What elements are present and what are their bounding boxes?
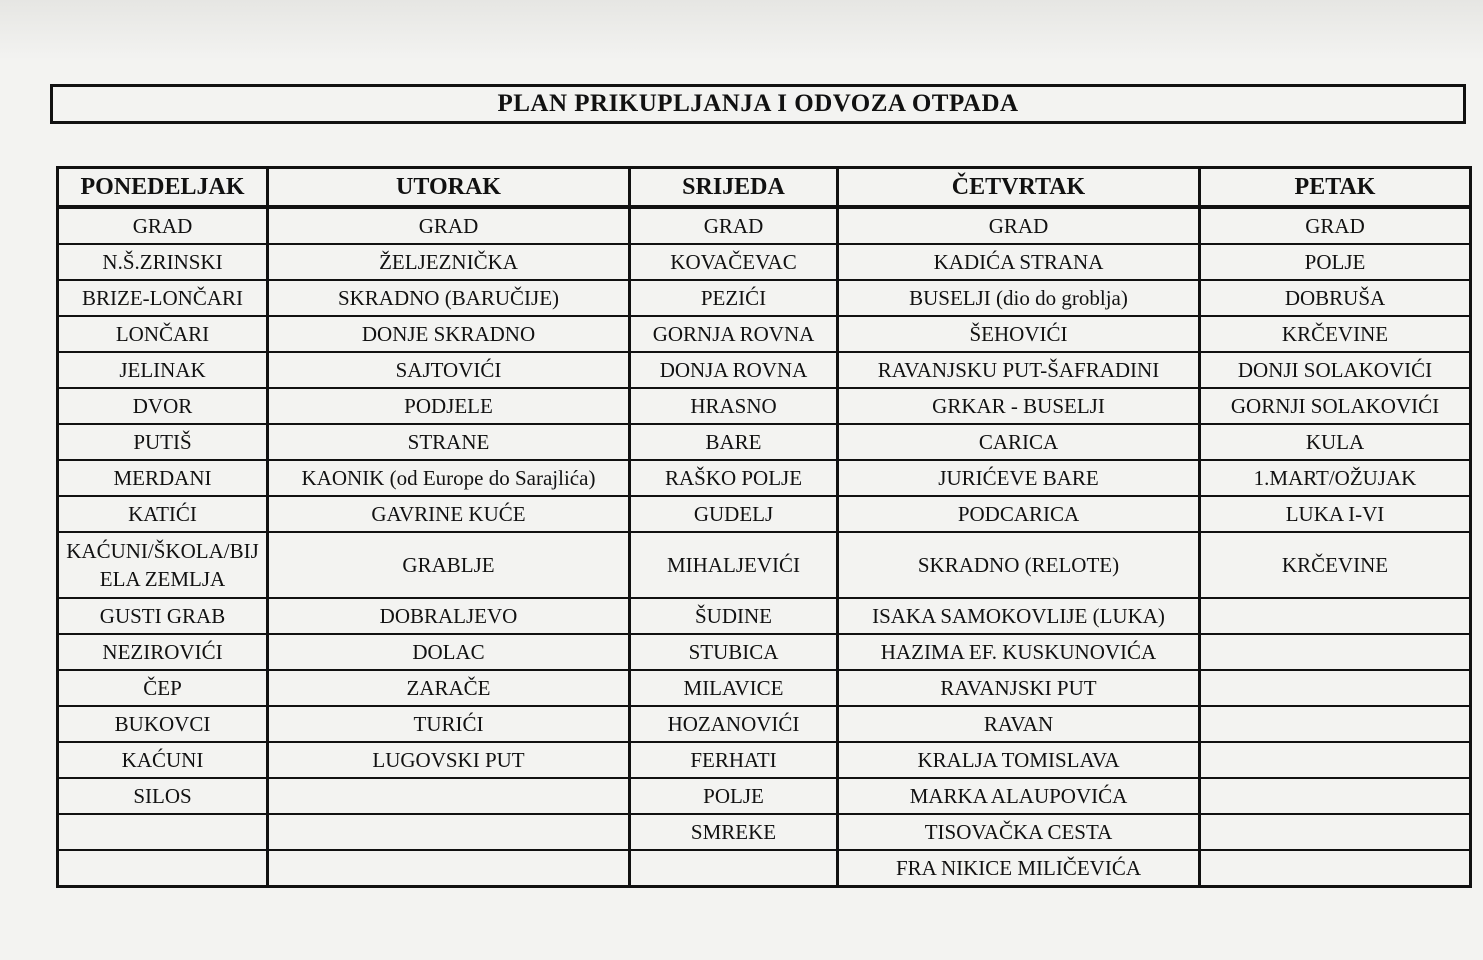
column-header-tuesday: UTORAK bbox=[269, 169, 631, 209]
table-row bbox=[59, 389, 1469, 425]
cell-friday: LUKA I-VI bbox=[1201, 497, 1469, 533]
cell-friday bbox=[1201, 707, 1469, 743]
cell-monday bbox=[59, 851, 269, 885]
cell-thursday: FRA NIKICE MILIČEVIĆA bbox=[839, 851, 1201, 885]
cell-thursday: RAVANJSKI PUT bbox=[839, 671, 1201, 707]
table-row bbox=[59, 209, 1469, 245]
cell-monday: ČEP bbox=[59, 671, 269, 707]
cell-tuesday: GAVRINE KUĆE bbox=[269, 497, 631, 533]
cell-monday: GRAD bbox=[59, 209, 269, 245]
cell-tuesday: ZARAČE bbox=[269, 671, 631, 707]
cell-thursday: HAZIMA EF. KUSKUNOVIĆA bbox=[839, 635, 1201, 671]
page-background bbox=[0, 0, 1483, 60]
cell-wednesday: DONJA ROVNA bbox=[631, 353, 839, 389]
cell-friday: 1.MART/OŽUJAK bbox=[1201, 461, 1469, 497]
cell-monday: MERDANI bbox=[59, 461, 269, 497]
cell-thursday: SKRADNO (RELOTE) bbox=[839, 533, 1201, 599]
cell-wednesday: SMREKE bbox=[631, 815, 839, 851]
table-row bbox=[59, 425, 1469, 461]
cell-wednesday: BARE bbox=[631, 425, 839, 461]
cell-tuesday: ŽELJEZNIČKA bbox=[269, 245, 631, 281]
cell-thursday: GRKAR - BUSELJI bbox=[839, 389, 1201, 425]
cell-wednesday: KOVAČEVAC bbox=[631, 245, 839, 281]
cell-thursday: ŠEHOVIĆI bbox=[839, 317, 1201, 353]
header-row bbox=[59, 169, 1469, 209]
cell-thursday: CARICA bbox=[839, 425, 1201, 461]
cell-friday bbox=[1201, 635, 1469, 671]
cell-thursday: ISAKA SAMOKOVLIJE (LUKA) bbox=[839, 599, 1201, 635]
cell-thursday: GRAD bbox=[839, 209, 1201, 245]
schedule-body bbox=[59, 209, 1469, 885]
cell-monday: BRIZE-LONČARI bbox=[59, 281, 269, 317]
cell-monday: KAĆUNI/ŠKOLA/BIJELA ZEMLJA bbox=[59, 533, 269, 599]
cell-wednesday bbox=[631, 851, 839, 885]
table-row bbox=[59, 461, 1469, 497]
cell-wednesday: RAŠKO POLJE bbox=[631, 461, 839, 497]
cell-tuesday bbox=[269, 779, 631, 815]
cell-monday: DVOR bbox=[59, 389, 269, 425]
cell-friday: DONJI SOLAKOVIĆI bbox=[1201, 353, 1469, 389]
cell-thursday: RAVAN bbox=[839, 707, 1201, 743]
cell-friday bbox=[1201, 779, 1469, 815]
table-row bbox=[59, 599, 1469, 635]
document-title: PLAN PRIKUPLJANJA I ODVOZA OTPADA bbox=[497, 90, 1019, 117]
cell-friday bbox=[1201, 815, 1469, 851]
cell-tuesday: KAONIK (od Europe do Sarajlića) bbox=[269, 461, 631, 497]
cell-tuesday bbox=[269, 815, 631, 851]
cell-friday bbox=[1201, 599, 1469, 635]
cell-monday: NEZIROVIĆI bbox=[59, 635, 269, 671]
table-row bbox=[59, 707, 1469, 743]
column-header-monday: PONEDELJAK bbox=[59, 169, 269, 209]
cell-tuesday: SKRADNO (BARUČIJE) bbox=[269, 281, 631, 317]
table-row bbox=[59, 635, 1469, 671]
cell-wednesday: HOZANOVIĆI bbox=[631, 707, 839, 743]
cell-friday: GORNJI SOLAKOVIĆI bbox=[1201, 389, 1469, 425]
cell-tuesday: SAJTOVIĆI bbox=[269, 353, 631, 389]
cell-tuesday: LUGOVSKI PUT bbox=[269, 743, 631, 779]
cell-thursday: PODCARICA bbox=[839, 497, 1201, 533]
table-row bbox=[59, 743, 1469, 779]
cell-friday: KRČEVINE bbox=[1201, 533, 1469, 599]
column-header-friday: PETAK bbox=[1201, 169, 1469, 209]
cell-friday bbox=[1201, 743, 1469, 779]
table-row bbox=[59, 497, 1469, 533]
schedule-header bbox=[59, 169, 1469, 209]
cell-monday: KATIĆI bbox=[59, 497, 269, 533]
table-row bbox=[59, 779, 1469, 815]
cell-wednesday: FERHATI bbox=[631, 743, 839, 779]
cell-friday: KRČEVINE bbox=[1201, 317, 1469, 353]
table-row bbox=[59, 353, 1469, 389]
table-row bbox=[59, 815, 1469, 851]
cell-tuesday: GRAD bbox=[269, 209, 631, 245]
cell-tuesday: GRABLJE bbox=[269, 533, 631, 599]
table-row bbox=[59, 533, 1469, 599]
cell-thursday: MARKA ALAUPOVIĆA bbox=[839, 779, 1201, 815]
cell-thursday: TISOVAČKA CESTA bbox=[839, 815, 1201, 851]
cell-wednesday: MILAVICE bbox=[631, 671, 839, 707]
title-box bbox=[50, 84, 1466, 124]
cell-friday: GRAD bbox=[1201, 209, 1469, 245]
cell-thursday: KADIĆA STRANA bbox=[839, 245, 1201, 281]
cell-thursday: RAVANJSKU PUT-ŠAFRADINI bbox=[839, 353, 1201, 389]
cell-tuesday: DOLAC bbox=[269, 635, 631, 671]
cell-monday: SILOS bbox=[59, 779, 269, 815]
cell-tuesday: TURIĆI bbox=[269, 707, 631, 743]
cell-thursday: KRALJA TOMISLAVA bbox=[839, 743, 1201, 779]
cell-wednesday: PEZIĆI bbox=[631, 281, 839, 317]
cell-thursday: BUSELJI (dio do groblja) bbox=[839, 281, 1201, 317]
cell-wednesday: MIHALJEVIĆI bbox=[631, 533, 839, 599]
cell-tuesday bbox=[269, 851, 631, 885]
cell-wednesday: POLJE bbox=[631, 779, 839, 815]
table-row bbox=[59, 317, 1469, 353]
cell-friday bbox=[1201, 851, 1469, 885]
cell-monday: PUTIŠ bbox=[59, 425, 269, 461]
cell-tuesday: STRANE bbox=[269, 425, 631, 461]
cell-wednesday: HRASNO bbox=[631, 389, 839, 425]
cell-friday: DOBRUŠA bbox=[1201, 281, 1469, 317]
cell-wednesday: STUBICA bbox=[631, 635, 839, 671]
cell-monday: JELINAK bbox=[59, 353, 269, 389]
cell-thursday: JURIĆEVE BARE bbox=[839, 461, 1201, 497]
column-header-thursday: ČETVRTAK bbox=[839, 169, 1201, 209]
cell-monday: BUKOVCI bbox=[59, 707, 269, 743]
table-row bbox=[59, 245, 1469, 281]
table-row bbox=[59, 281, 1469, 317]
cell-friday: KULA bbox=[1201, 425, 1469, 461]
cell-friday: POLJE bbox=[1201, 245, 1469, 281]
cell-tuesday: PODJELE bbox=[269, 389, 631, 425]
cell-monday bbox=[59, 815, 269, 851]
cell-wednesday: GORNJA ROVNA bbox=[631, 317, 839, 353]
cell-wednesday: ŠUDINE bbox=[631, 599, 839, 635]
cell-friday bbox=[1201, 671, 1469, 707]
table-row bbox=[59, 671, 1469, 707]
schedule-table bbox=[56, 166, 1472, 888]
cell-wednesday: GUDELJ bbox=[631, 497, 839, 533]
cell-monday: LONČARI bbox=[59, 317, 269, 353]
column-header-wednesday: SRIJEDA bbox=[631, 169, 839, 209]
cell-monday: GUSTI GRAB bbox=[59, 599, 269, 635]
cell-monday: N.Š.ZRINSKI bbox=[59, 245, 269, 281]
cell-tuesday: DONJE SKRADNO bbox=[269, 317, 631, 353]
cell-tuesday: DOBRALJEVO bbox=[269, 599, 631, 635]
cell-monday: KAĆUNI bbox=[59, 743, 269, 779]
cell-wednesday: GRAD bbox=[631, 209, 839, 245]
table-row bbox=[59, 851, 1469, 885]
